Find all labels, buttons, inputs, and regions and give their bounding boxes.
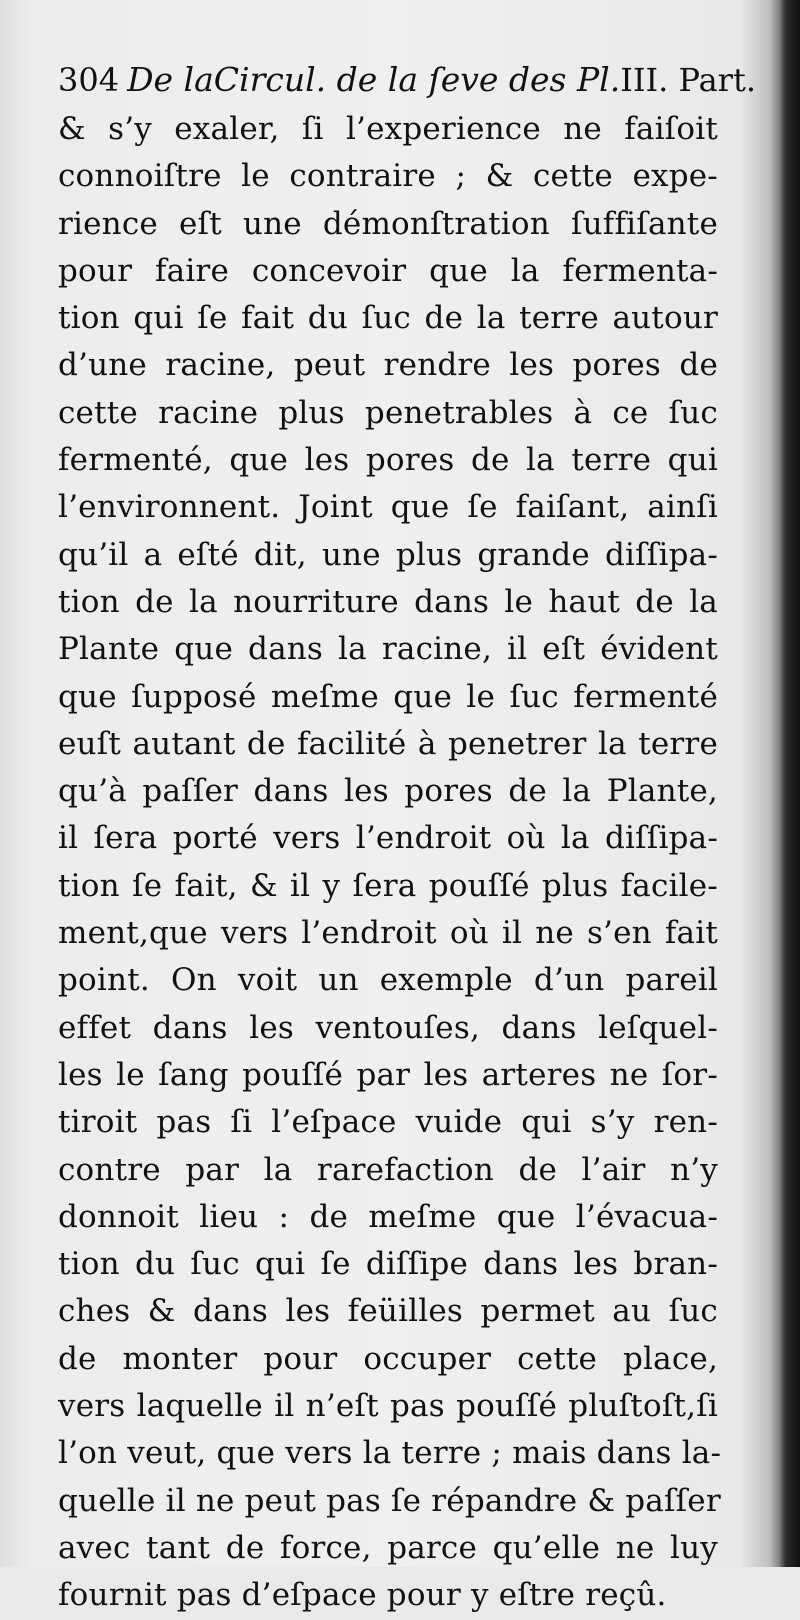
text-line: cette racine plus penetrables à ce ſuc xyxy=(58,394,718,431)
text-line: tion du ſuc qui ſe diſſipe dans les bran- xyxy=(58,1246,718,1283)
text-line: il ſera porté vers l’endroit où la diſſipa- xyxy=(58,820,718,857)
body-text xyxy=(58,106,722,1620)
text-line: tion qui ſe fait du ſuc de la terre autour xyxy=(58,300,718,337)
text-line: pour faire concevoir que la fermenta- xyxy=(58,252,718,289)
text-line: ment,que vers l’endroit où il ne s’en fait xyxy=(58,915,718,952)
text-line: de monter pour occuper cette place, xyxy=(58,1340,718,1377)
page-text-block xyxy=(58,60,756,1620)
text-line: que ſupposé meſme que le ſuc fermenté xyxy=(58,678,718,715)
text-line: fournit pas d’eſpace pour y eſtre reçû. xyxy=(58,1577,667,1614)
text-line: qu’il a eſté dit, une plus grande diſſipa- xyxy=(58,536,718,573)
running-header-left xyxy=(58,60,620,100)
text-line: les le ſang pouſſé par les arteres ne ſor- xyxy=(58,1056,718,1093)
text-line: donnoit lieu : de meſme que l’évacua- xyxy=(58,1198,718,1235)
text-line: Plante que dans la racine, il eſt évident xyxy=(58,631,718,668)
text-line: tion ſe fait, & il y ſera pouſſé plus facile- xyxy=(58,867,718,904)
text-line: l’environnent. Joint que ſe faiſant, ainſi xyxy=(58,489,718,526)
text-line: d’une racine, peut rendre les pores de xyxy=(58,347,718,384)
text-line: ches & dans les feüilles permet au ſuc xyxy=(58,1293,718,1330)
text-line: rience eſt une démonſtration ſuffiſante xyxy=(58,205,718,242)
text-line: l’on veut, que vers la terre ; mais dans la- xyxy=(58,1435,722,1472)
text-line: contre par la rarefaction de l’air n’y xyxy=(58,1151,718,1188)
text-line: connoiſtre le contraire ; & cette expe- xyxy=(58,158,718,195)
text-line: euſt autant de facilité à penetrer la terre xyxy=(58,725,718,762)
text-line: avec tant de force, parce qu’elle ne luy xyxy=(58,1529,718,1566)
running-header xyxy=(58,60,756,106)
text-line: effet dans les ventouſes, dans leſquel- xyxy=(58,1009,718,1046)
text-line: qu’à paſſer dans les pores de la Plante, xyxy=(58,773,718,810)
page-number: 304 xyxy=(58,61,120,99)
part-label: III. Part. xyxy=(620,61,756,99)
page-gutter-shadow xyxy=(778,0,800,1567)
text-line: point. On voit un exemple d’un pareil xyxy=(58,962,718,999)
text-line: tiroit pas ſi l’eſpace vuide qui s’y ren- xyxy=(58,1104,718,1141)
text-line: vers laquelle il n’eſt pas pouſſé pluſtoſt,ſi xyxy=(58,1388,718,1425)
text-line: quelle il ne peut pas ſe répandre & paſſer xyxy=(58,1482,721,1519)
text-line: tion de la nourriture dans le haut de la xyxy=(58,583,718,620)
text-line: fermenté, que les pores de la terre qui xyxy=(58,442,718,479)
running-title: De laCircul. de la ſeve des Pl. xyxy=(127,60,621,99)
text-line: & s’y exaler, ſi l’experience ne faiſoit xyxy=(58,111,718,147)
